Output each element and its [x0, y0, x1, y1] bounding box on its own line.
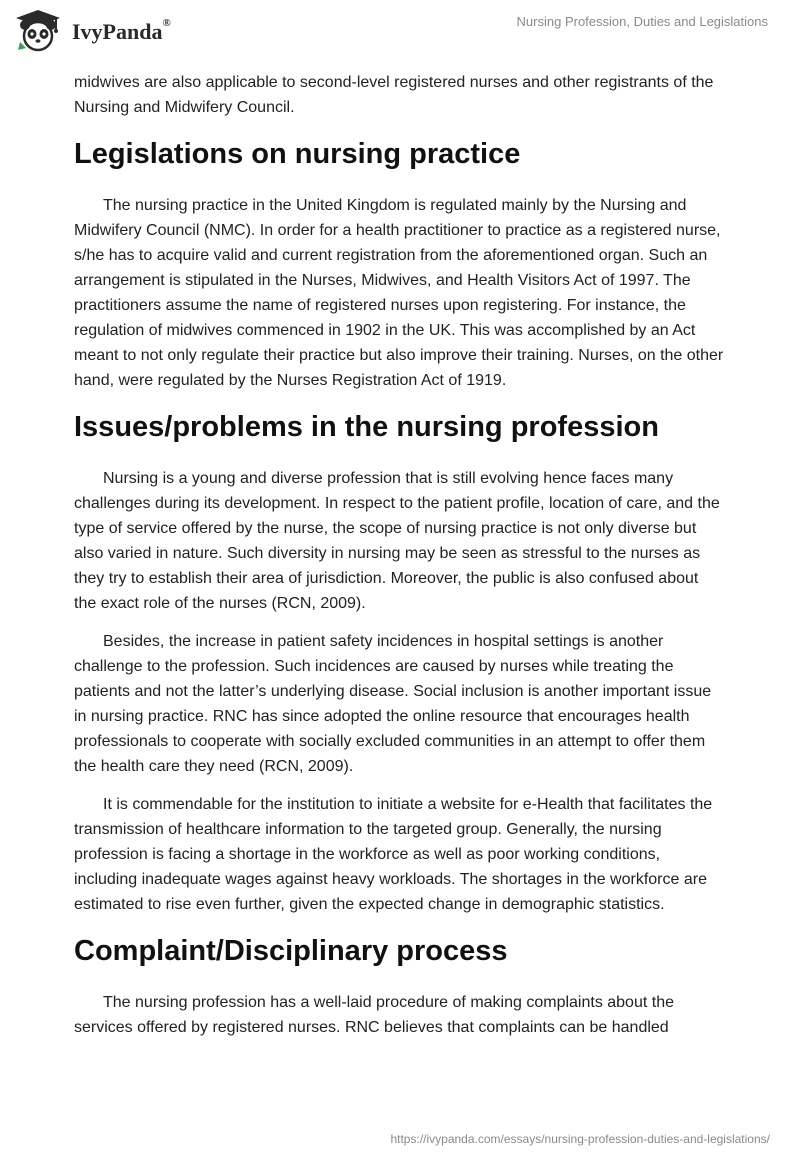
- paragraph: It is commendable for the institution to initiate a website for e-Health that facilitates the transmission of healthcare information to the targeted group. Generally, the nursing profession is facing a shortage in the workforce as well as poor working conditions, including inadequate wages against heavy workloads. The shortages in the workforce are estimated to rise even further, given the expected change in demographic statistics.: [74, 796, 713, 913]
- page-header: [0, 0, 800, 60]
- intro-paragraph: midwives are also applicable to second-level registered nurses and other registrants of the Nursing and Midwifery Council.: [74, 74, 714, 116]
- section-heading-legislations: Legislations on nursing practice: [74, 138, 521, 170]
- document-title: Nursing Profession, Duties and Legislations: [516, 14, 768, 29]
- registered-mark: ®: [162, 17, 171, 29]
- section-heading-issues: Issues/problems in the nursing profession: [74, 411, 659, 443]
- paragraph: Besides, the increase in patient safety incidences in hospital settings is another challenge to the profession. Such incidences are caused by nurses while treating the patients and not the latter’s underlying disease. Social inclusion is another important issue in nursing practice. RNC has since adopted the online resource that encourages health professionals to cooperate with socially excluded communities in an attempt to offer them the health care they need (RCN, 2009).: [74, 633, 712, 775]
- source-url-link[interactable]: https://ivypanda.com/essays/nursing-profession-duties-and-legislations/: [390, 1132, 770, 1146]
- paragraph: The nursing profession has a well-laid procedure of making complaints about the services offered by registered nurses. RNC believes that complaints can be handled: [74, 994, 674, 1036]
- panda-graduate-icon: [12, 8, 64, 52]
- ivypanda-logo[interactable]: [12, 8, 171, 52]
- brand-name: IvyPanda®: [72, 17, 171, 44]
- section-heading-complaint: Complaint/Disciplinary process: [74, 935, 508, 967]
- paragraph: Nursing is a young and diverse profession that is still evolving hence faces many challenges during its development. In respect to the patient profile, location of care, and the type of service offered by the nurse, the scope of nursing practice is not only diverse but also varied in nature. Such diversity in nursing may be seen as stressful to the nurses as they try to establish their area of jurisdiction. Moreover, the public is also confused about the exact role of the nurses (RCN, 2009).: [74, 470, 720, 612]
- paragraph: The nursing practice in the United Kingdom is regulated mainly by the Nursing and Midwifery Council (NMC). In order for a health practitioner to practice as a registered nurse, s/he has to acquire valid and current registration from the aforementioned organ. Such an arrangement is stipulated in the Nurses, Midwives, and Health Visitors Act of 1997. The practitioners assume the name of registered nurses upon registering. For instance, the regulation of midwives commenced in 1902 in the UK. This was accomplished by an Act meant to not only regulate their practice but also improve their training. Nurses, on the other hand, were regulated by the Nurses Registration Act of 1919.: [74, 197, 724, 389]
- essay-body: [74, 70, 724, 1053]
